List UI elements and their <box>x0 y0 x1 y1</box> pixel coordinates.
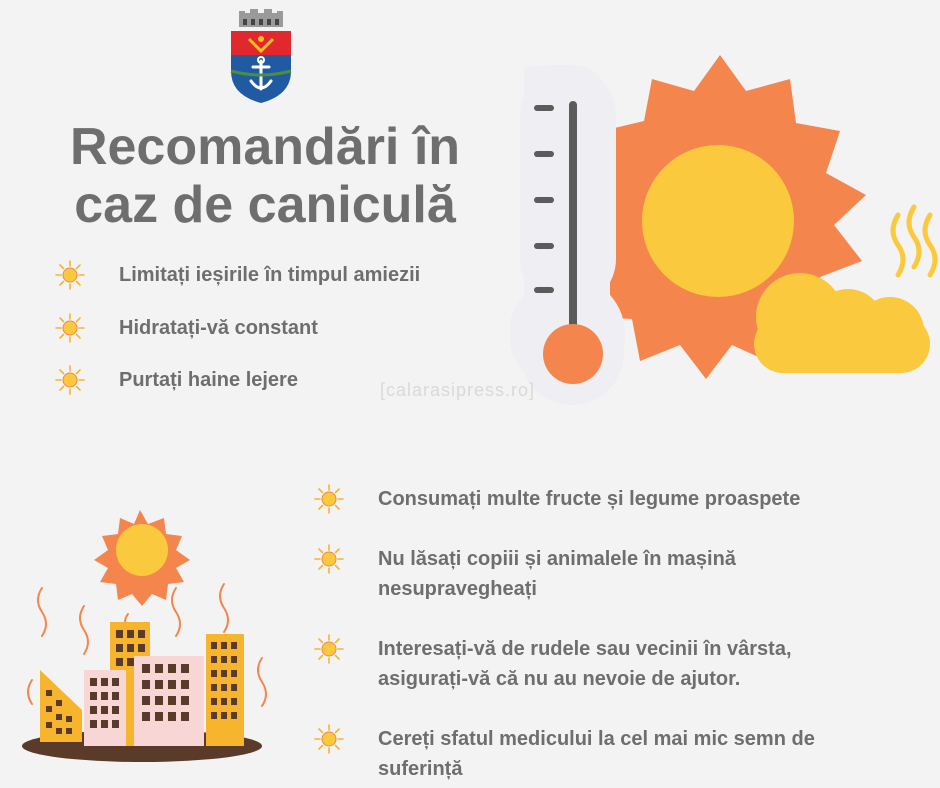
sun-bullet-icon <box>313 633 345 665</box>
thermometer-illustration <box>510 65 625 405</box>
tip-text: Purtați haine lejere <box>119 369 298 391</box>
tip-item <box>313 484 800 515</box>
tip-item <box>54 365 298 396</box>
tip-item <box>313 634 873 694</box>
tip-item <box>54 260 420 291</box>
sun-bullet-icon <box>54 364 86 396</box>
heat-waves-icon <box>893 207 935 275</box>
sun-bullet-icon <box>54 259 86 291</box>
tip-text <box>378 724 815 784</box>
page-title <box>40 118 490 234</box>
thermometer-sun-cloud-illustration <box>510 55 940 415</box>
sun-bullet-icon <box>313 483 345 515</box>
tip-text-line: suferință <box>378 758 463 780</box>
tip-text: Hidratați-vă constant <box>119 317 318 339</box>
tip-item <box>54 313 318 344</box>
tip-item <box>313 544 813 604</box>
city-sun-icon <box>94 510 190 606</box>
city-coat-of-arms-icon <box>229 9 293 105</box>
tip-text-line: Nu lăsați copiii și animalele în mașină <box>378 548 736 570</box>
cloud-illustration <box>754 273 930 373</box>
tip-text <box>378 544 736 604</box>
tip-text-line: Cereți sfatul medicului la cel mai mic semn de <box>378 728 815 750</box>
tip-text: Limitați ieșirile în timpul amiezii <box>119 264 421 286</box>
hot-city-illustration <box>18 510 278 780</box>
tip-text-line: Interesați-vă de rudele sau vecinii în vârsta, <box>378 638 792 660</box>
tip-item <box>313 724 853 784</box>
sun-bullet-icon <box>54 312 86 344</box>
tip-text <box>378 634 792 694</box>
sun-bullet-icon <box>313 723 345 755</box>
tip-text-line: nesupravegheați <box>378 578 537 600</box>
tip-text-line: asigurați-vă că nu au nevoie de ajutor. <box>378 668 741 690</box>
sun-bullet-icon <box>313 543 345 575</box>
tip-text: Consumați multe fructe și legume proaspete <box>378 488 801 510</box>
page-title-line-2: caz de caniculă <box>74 176 456 234</box>
watermark: [calarasipress.ro] <box>380 380 536 400</box>
page-title-line-1: Recomandări în <box>69 118 461 176</box>
